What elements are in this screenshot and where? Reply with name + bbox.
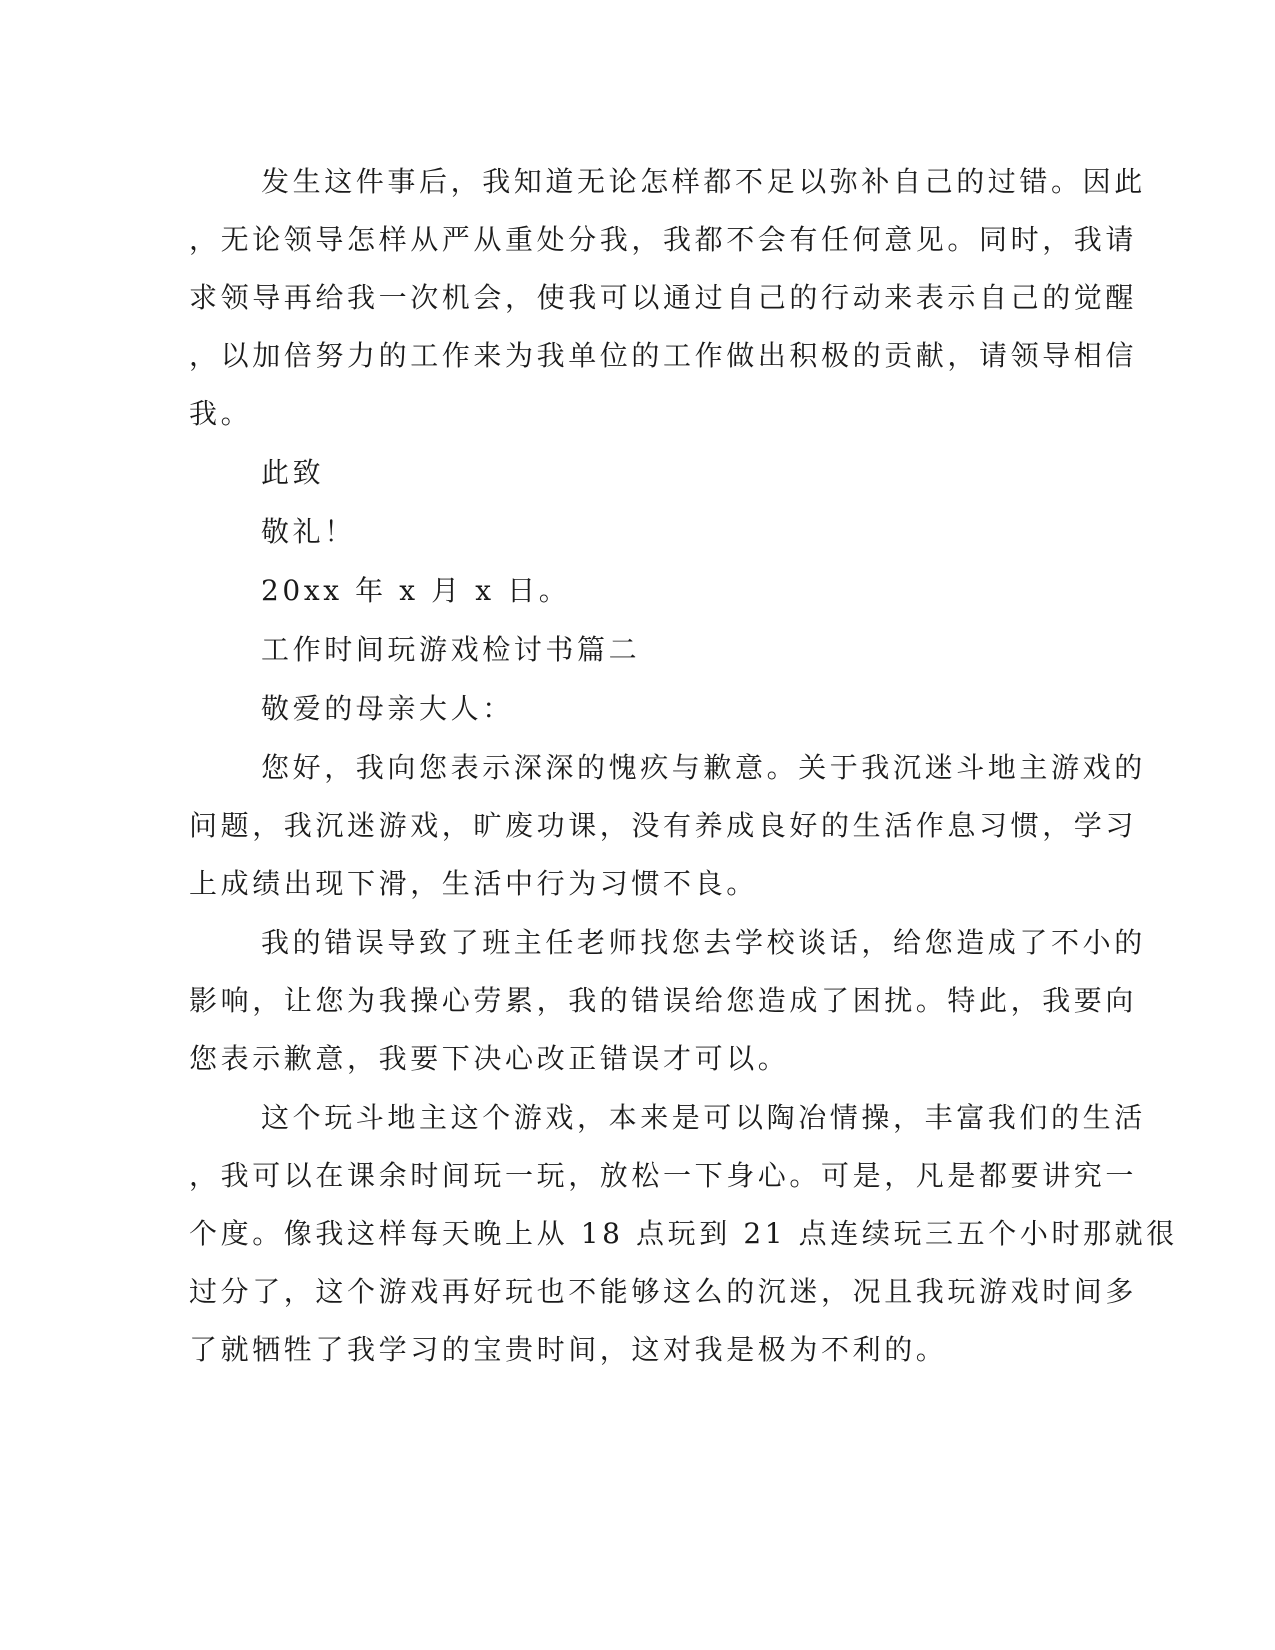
paragraph-line: 求领导再给我一次机会，使我可以通过自己的行动来表示自己的觉醒: [189, 281, 1138, 314]
paragraph-line: 这个玩斗地主这个游戏，本来是可以陶冶情操，丰富我们的生活: [261, 1101, 1146, 1134]
paragraph-line: 过分了，这个游戏再好玩也不能够这么的沉迷，况且我玩游戏时间多: [189, 1275, 1138, 1308]
paragraph-line: 您表示歉意，我要下决心改正错误才可以。: [189, 1042, 790, 1075]
paragraph-line: 问题，我沉迷游戏，旷废功课，没有养成良好的生活作息习惯，学习: [189, 809, 1138, 842]
paragraph-line: ，以加倍努力的工作来为我单位的工作做出积极的贡献，请领导相信: [189, 339, 1138, 372]
paragraph-line: 个度。像我这样每天晚上从 18 点玩到 21 点连续玩三五个小时那就很: [189, 1217, 1178, 1250]
closing-salutation: 此致: [261, 456, 325, 489]
closing-regards: 敬礼！: [261, 515, 356, 548]
paragraph-line: 我的错误导致了班主任老师找您去学校谈话，给您造成了不小的: [261, 926, 1146, 959]
section-title: 工作时间玩游戏检讨书篇二: [261, 633, 641, 666]
paragraph-line: 我。: [189, 397, 253, 430]
paragraph-line: 您好，我向您表示深深的愧疚与歉意。关于我沉迷斗地主游戏的: [261, 751, 1146, 784]
paragraph-line: 了就牺牲了我学习的宝贵时间，这对我是极为不利的。: [189, 1333, 948, 1366]
paragraph-line: ，我可以在课余时间玩一玩，放松一下身心。可是，凡是都要讲究一: [189, 1159, 1138, 1192]
paragraph-line: 影响，让您为我操心劳累，我的错误给您造成了困扰。特此，我要向: [189, 984, 1138, 1017]
paragraph-line: 上成绩出现下滑，生活中行为习惯不良。: [189, 867, 758, 900]
letter-greeting: 敬爱的母亲大人：: [261, 692, 514, 725]
paragraph-line: 发生这件事后，我知道无论怎样都不足以弥补自己的过错。因此: [261, 165, 1146, 198]
paragraph-line: ，无论领导怎样从严从重处分我，我都不会有任何意见。同时，我请: [189, 223, 1138, 256]
letter-date: 20xx 年 x 月 x 日。: [261, 574, 571, 607]
